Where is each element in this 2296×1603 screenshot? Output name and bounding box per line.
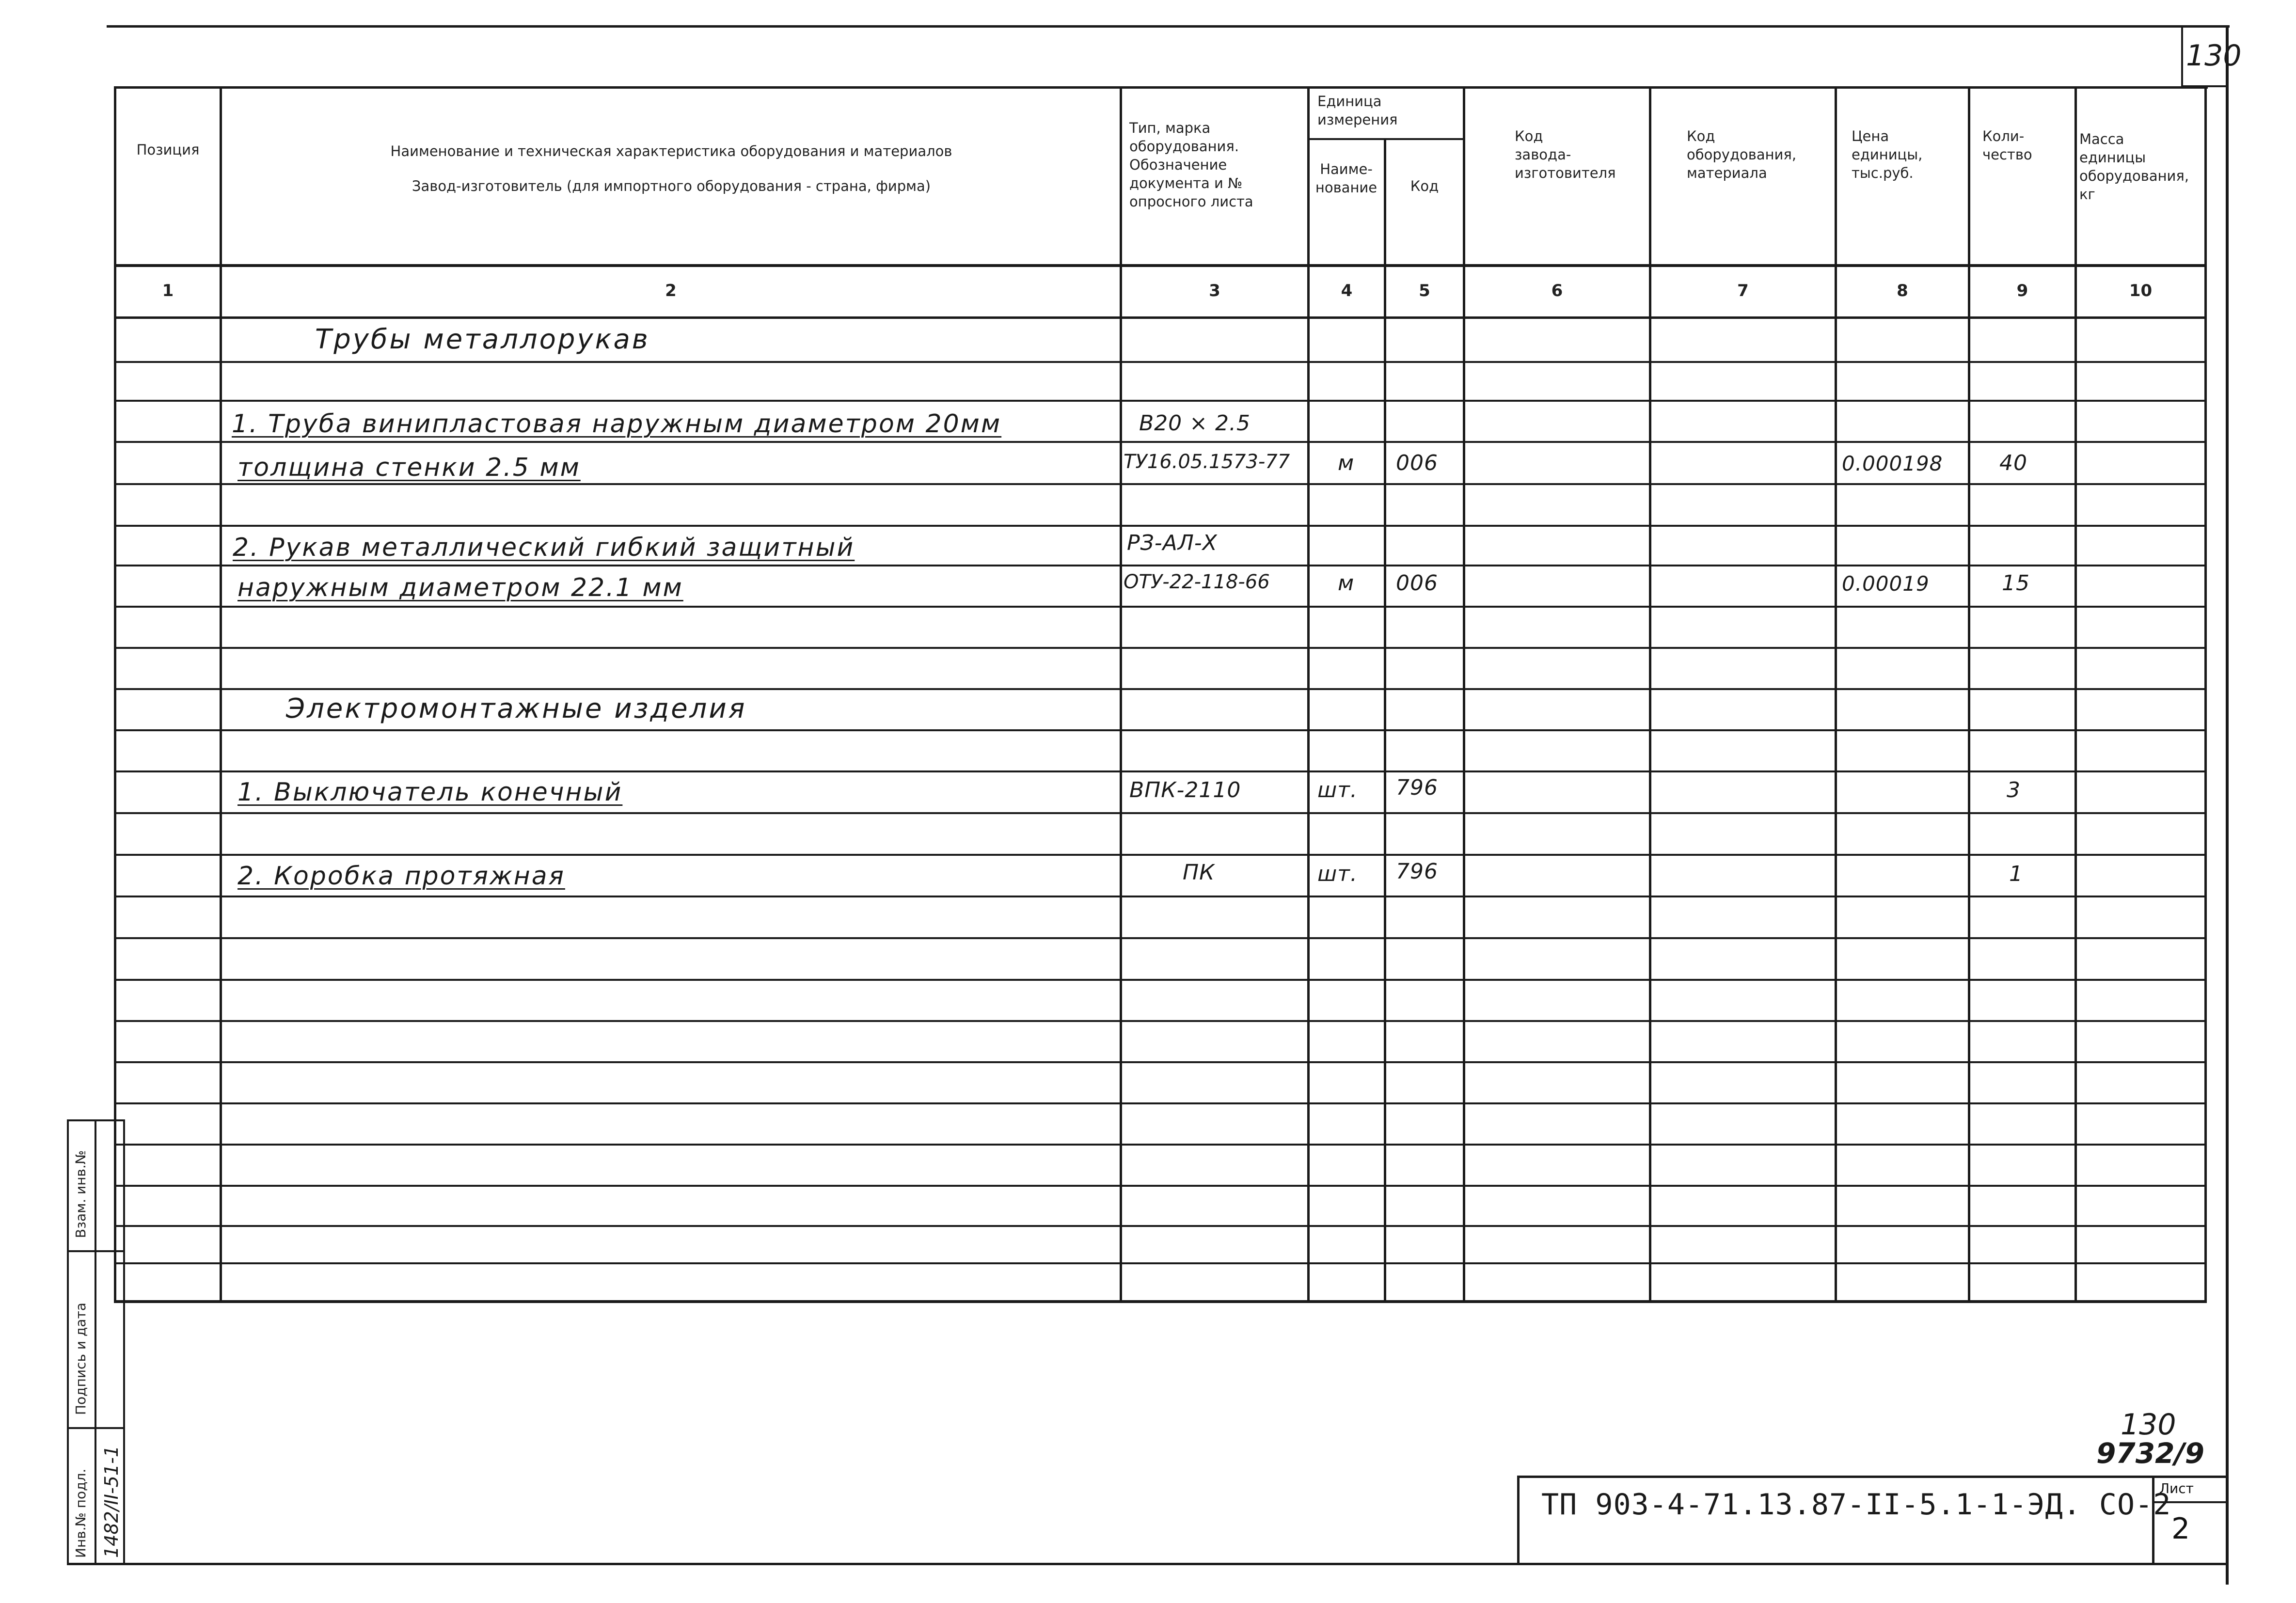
item1-name-line2: толщина стенки 2.5 мм	[238, 453, 581, 482]
bottom-border-line	[67, 1563, 2229, 1565]
row-line	[114, 1225, 2207, 1227]
side-stamp-divider	[95, 1119, 96, 1565]
row-line	[114, 1102, 2207, 1104]
item2-type-mark: РЗ-АЛ-Х	[1127, 531, 1218, 555]
row-line	[114, 525, 2207, 527]
item1-quantity: 40	[1999, 451, 2027, 475]
item3-name: 1. Выключатель конечный	[238, 778, 623, 807]
row-line	[114, 1185, 2207, 1187]
title-block-left	[1517, 1476, 1520, 1565]
item4-type-mark: ПК	[1183, 860, 1215, 885]
side-stamp-label-inventory: Инв.№ подл.	[73, 1468, 89, 1558]
header-equipment-code: Код оборудования, материала	[1687, 128, 1797, 181]
side-stamp-label-signature: Подпись и дата	[73, 1303, 89, 1415]
col-sep-2	[1120, 86, 1122, 1303]
row-line	[114, 441, 2207, 443]
top-border-line	[107, 25, 2230, 28]
section-title-electrical: Электромонтажные изделия	[286, 693, 747, 724]
item2-quantity: 15	[2002, 571, 2030, 596]
col-number-10: 10	[2129, 281, 2153, 300]
table-top-line	[114, 86, 2208, 89]
col-number-9: 9	[2016, 281, 2028, 300]
header-unit-price: Цена единицы, тыс.руб.	[1852, 128, 1923, 181]
item2-name-line1: 2. Рукав металлический гибкий защитный	[233, 533, 855, 562]
item4-quantity: 1	[2009, 862, 2023, 886]
side-stamp-inventory-value: 1482/II-51-1	[101, 1446, 122, 1558]
header-unit-code: Код	[1410, 178, 1439, 194]
right-outer-border	[2226, 25, 2229, 1585]
item1-doc-number: ТУ16.05.1573-77	[1124, 451, 1290, 473]
colnum-bottom-line	[114, 316, 2207, 319]
row-line	[114, 688, 2207, 690]
row-line	[114, 979, 2207, 981]
header-quantity: Коли- чество	[1982, 128, 2032, 163]
col-sep-9	[2074, 86, 2077, 1303]
header-name-line2: Завод-изготовитель (для импортного оборудования - страна, фирма)	[412, 178, 931, 194]
header-mass: Масса единицы оборудования, кг	[2079, 131, 2189, 203]
item1-unit-code: 006	[1396, 451, 1438, 475]
header-bottom-line	[114, 264, 2207, 267]
item3-quantity: 3	[2007, 778, 2021, 802]
unit-group-split-line	[1307, 138, 1465, 140]
item4-unit-code: 796	[1396, 859, 1438, 884]
row-line	[114, 606, 2207, 608]
item1-unit: м	[1338, 451, 1355, 475]
col-number-2: 2	[665, 281, 677, 300]
title-block-top	[1517, 1476, 2227, 1478]
header-unit-name: Наиме- нование	[1315, 161, 1378, 196]
side-stamp-sep-2	[67, 1427, 125, 1429]
col-sep-7	[1835, 86, 1837, 1303]
item2-price: 0.00019	[1842, 572, 1930, 596]
row-line	[114, 361, 2207, 363]
header-type-mark: Тип, марка оборудования. Обозначение документа и № опросного листа	[1129, 120, 1253, 210]
col-sep-3	[1307, 86, 1310, 1303]
item1-price: 0.000198	[1842, 452, 1943, 475]
row-line	[114, 565, 2207, 566]
col-sep-6	[1649, 86, 1651, 1303]
header-factory-code: Код завода- изготовителя	[1515, 128, 1616, 181]
col-number-4: 4	[1341, 281, 1353, 300]
top-page-number: 130	[2186, 39, 2242, 73]
row-line	[114, 937, 2207, 939]
item1-type-mark: В20 × 2.5	[1139, 411, 1251, 436]
col-sep-8	[1968, 86, 1970, 1303]
row-line	[114, 1061, 2207, 1063]
row-line	[114, 400, 2207, 402]
sheet-label: Лист	[2159, 1480, 2194, 1496]
item2-doc-number: ОТУ-22-118-66	[1124, 571, 1270, 593]
col-sep-1	[220, 86, 222, 1303]
item3-unit: шт.	[1317, 778, 1358, 802]
col-number-8: 8	[1897, 281, 1908, 300]
side-stamp-sep-1	[67, 1250, 125, 1252]
col-number-5: 5	[1419, 281, 1430, 300]
footer-doc-number: 9732/9	[2096, 1437, 2204, 1470]
col-number-6: 6	[1551, 281, 1563, 300]
row-line	[114, 729, 2207, 731]
footer-page-number: 130	[2121, 1408, 2176, 1442]
row-line	[114, 1262, 2207, 1264]
row-line	[114, 854, 2207, 856]
item4-unit: шт.	[1317, 862, 1358, 886]
sheet-number: 2	[2171, 1512, 2190, 1546]
row-line	[114, 1144, 2207, 1146]
row-line	[114, 1020, 2207, 1022]
item2-name-line2: наружным диаметром 22.1 мм	[238, 573, 683, 602]
row-line	[114, 483, 2207, 485]
section-title-pipes: Трубы металлорукав	[315, 324, 650, 355]
col-number-7: 7	[1737, 281, 1749, 300]
item1-name-line1: 1. Труба винипластовая наружным диаметром 20мм	[232, 409, 1002, 439]
title-code: ТП 903-4-71.13.87-II-5.1-1-ЭД. СО-2	[1541, 1488, 2171, 1522]
table-bottom-line	[114, 1300, 2207, 1303]
table-right-line	[2204, 86, 2207, 1303]
side-stamp-label-replace: Взам. инв.№	[73, 1150, 89, 1238]
row-line	[114, 770, 2207, 772]
header-unit-group: Единица измерения	[1317, 93, 1398, 128]
item3-type-mark: ВПК-2110	[1129, 778, 1241, 802]
row-line	[114, 896, 2207, 897]
col-sep-4	[1384, 138, 1386, 1303]
item2-unit-code: 006	[1396, 571, 1438, 596]
header-position: Позиция	[136, 141, 200, 158]
item2-unit: м	[1338, 571, 1355, 596]
col-number-1: 1	[162, 281, 174, 300]
row-line	[114, 812, 2207, 814]
header-name-line1: Наименование и техническая характеристика оборудования и материалов	[390, 143, 952, 159]
item4-name: 2. Коробка протяжная	[238, 862, 565, 891]
page-box-left	[2181, 27, 2183, 87]
col-sep-5	[1463, 86, 1465, 1303]
row-line	[114, 647, 2207, 649]
col-number-3: 3	[1209, 281, 1220, 300]
item3-unit-code: 796	[1396, 775, 1438, 800]
